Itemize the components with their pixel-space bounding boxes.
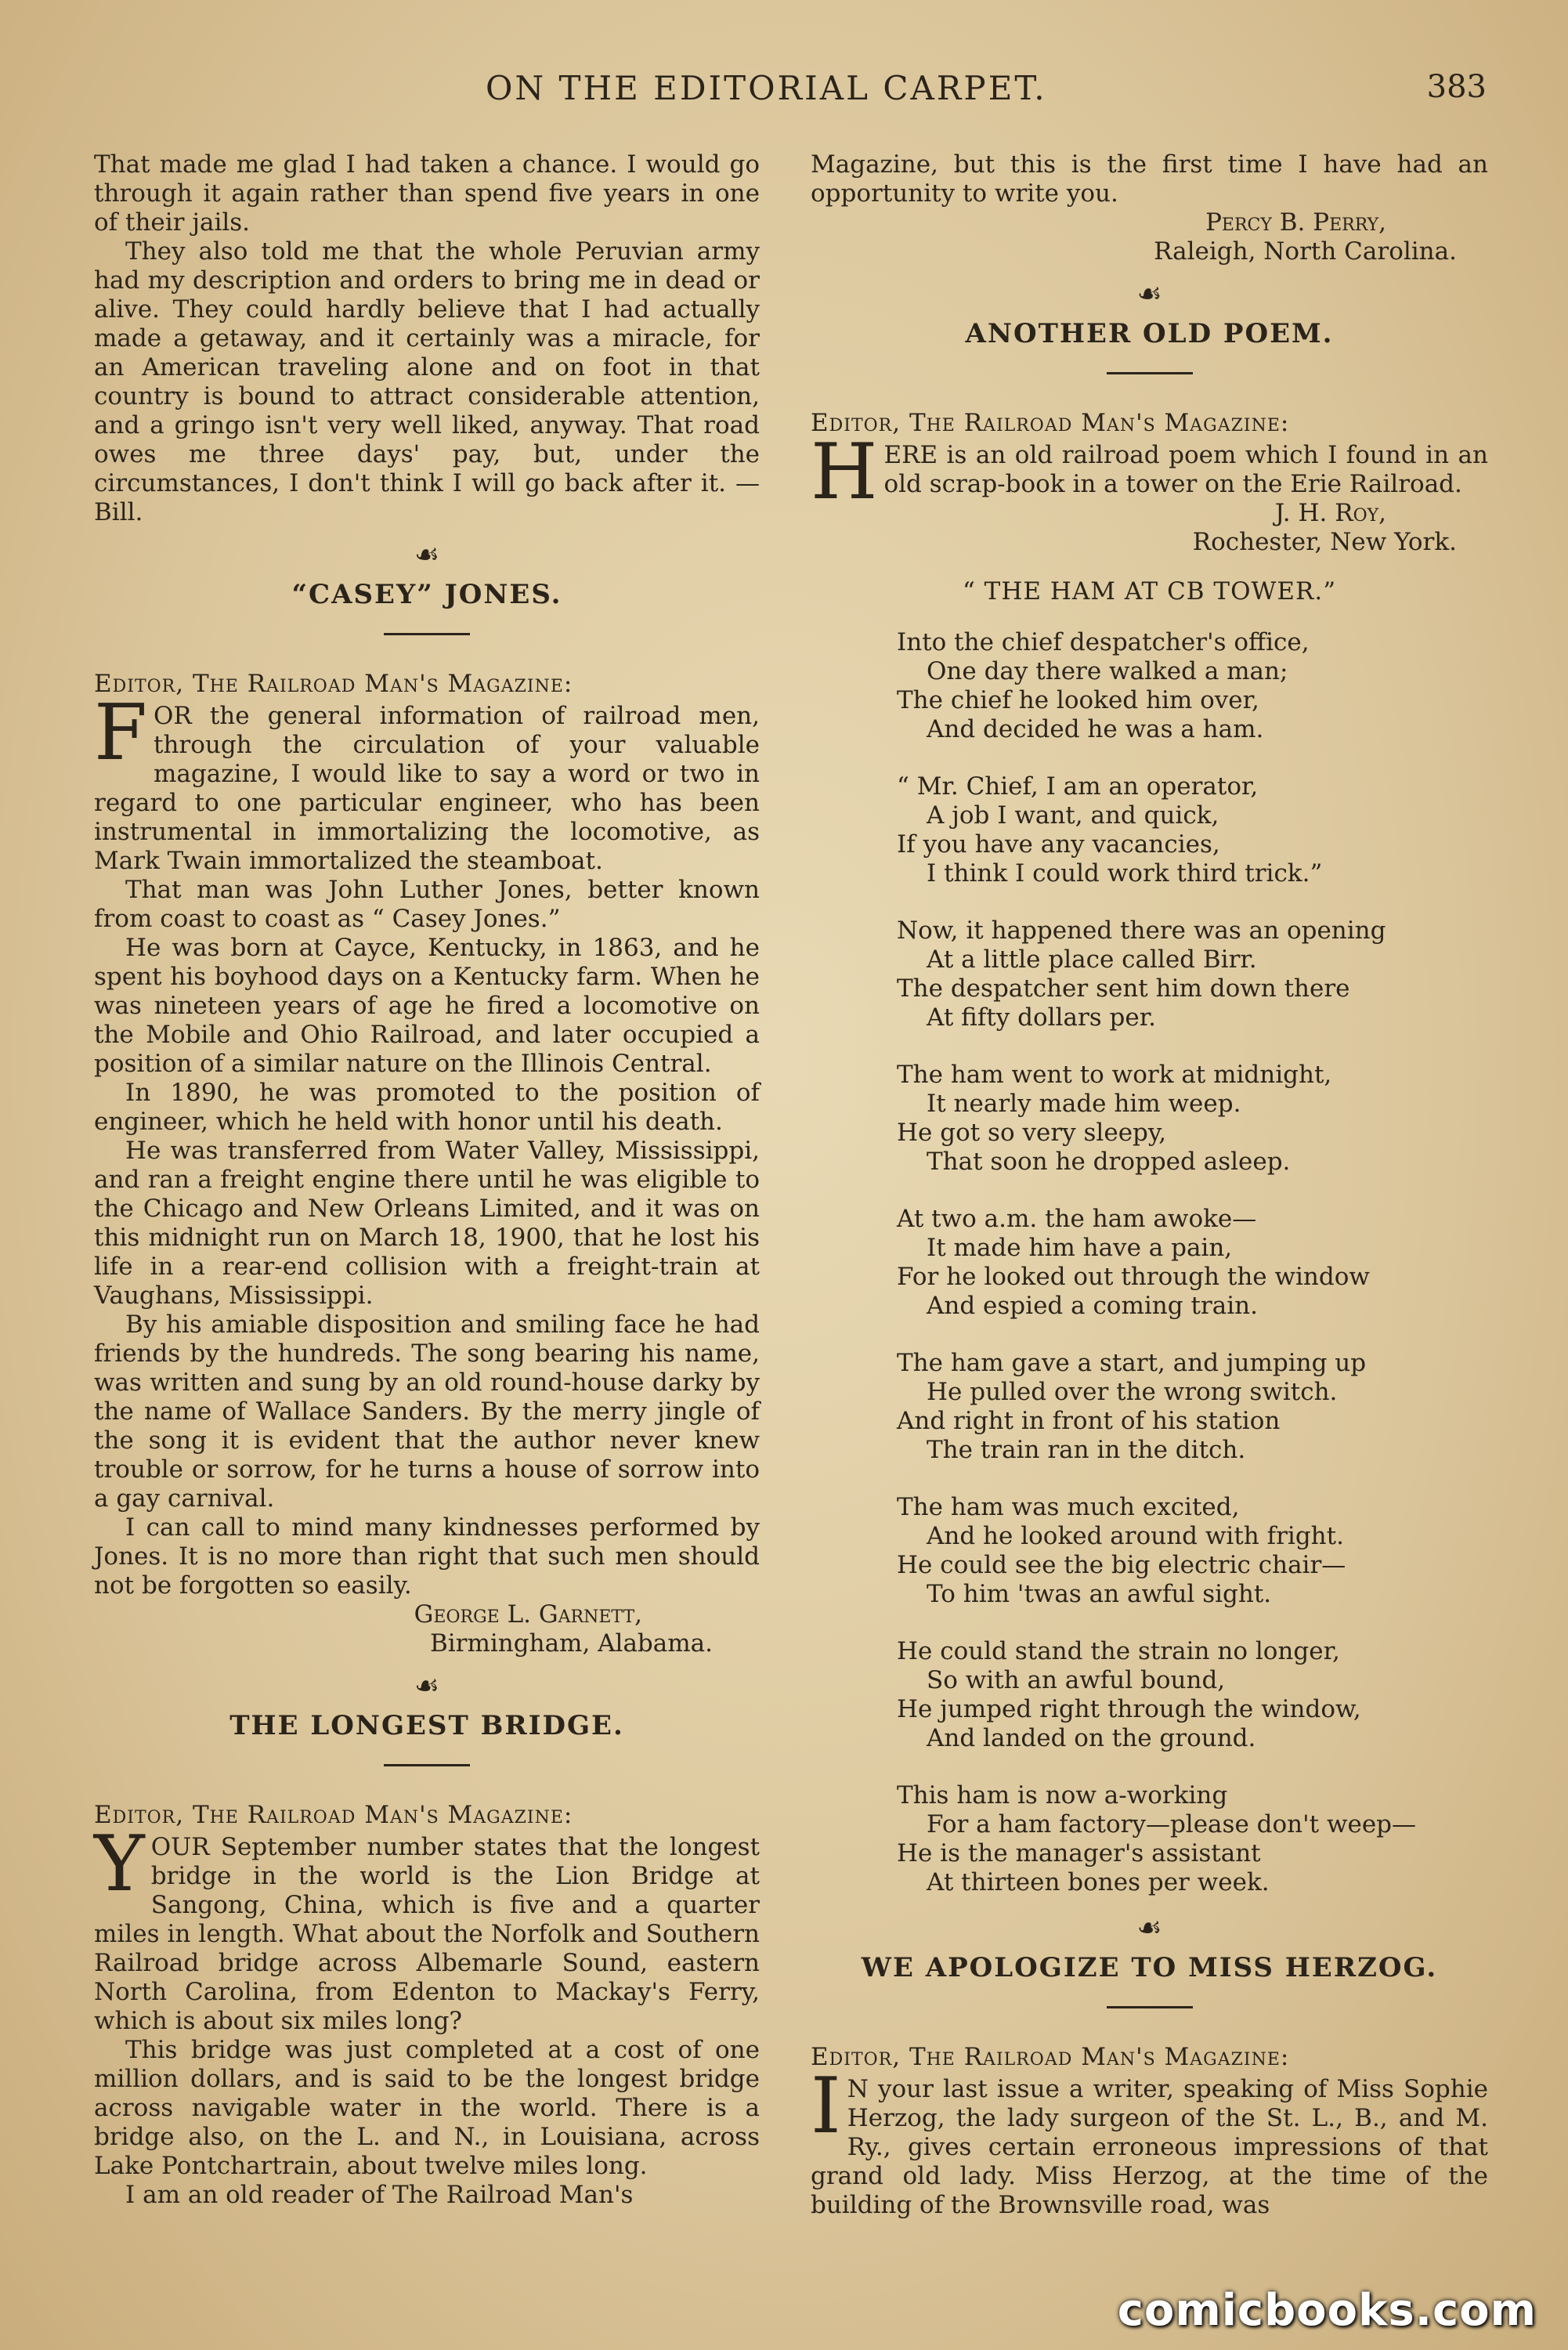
drop-cap: Y — [94, 1820, 145, 1909]
section-heading-casey-jones: “CASEY” JONES. — [291, 579, 562, 610]
salutation: Editor, The Railroad Man's Magazine: — [94, 1801, 573, 1829]
page-number: 383 — [1426, 69, 1487, 105]
signature-place: Raleigh, North Carolina. — [1154, 237, 1457, 266]
signature — [811, 208, 1457, 266]
signature — [811, 499, 1457, 557]
signature-place: Rochester, New York. — [1192, 528, 1457, 556]
drop-cap: F — [94, 689, 147, 778]
letter-paragraph: I can call to mind many kindnesses performed by Jones. It is no more than right that such men should not be forgotten so easily. — [94, 1513, 760, 1600]
poem-line: He pulled over the wrong switch. — [927, 1378, 1338, 1406]
letter-paragraph: That man was John Luther Jones, better known from coast to coast as “ Casey Jones.” — [94, 876, 760, 933]
poem-line: For a ham factory—please don't weep— — [927, 1810, 1417, 1838]
letter-paragraph — [94, 689, 760, 876]
section-rule — [384, 1764, 470, 1766]
poem — [811, 628, 1488, 1897]
fleuron-ornament: ☙ — [1136, 1912, 1162, 1944]
poem-stanza — [897, 1061, 1488, 1177]
poem-line: “ Mr. Chief, I am an operator, — [897, 772, 1259, 801]
poem-line: I think I could work third trick.” — [927, 859, 1323, 888]
salutation: Editor, The Railroad Man's Magazine: — [811, 409, 1290, 437]
drop-cap: H — [811, 428, 878, 517]
poem-line: And landed on the ground. — [927, 1724, 1256, 1752]
poem-line: That soon he dropped asleep. — [927, 1148, 1291, 1176]
poem-line: If you have any vacancies, — [897, 830, 1220, 859]
letter-paragraph — [811, 2062, 1488, 2220]
poem-line: The ham gave a start, and jumping up — [897, 1349, 1367, 1377]
poem-line: It nearly made him weep. — [927, 1090, 1241, 1118]
poem-stanza — [897, 1349, 1488, 1465]
poem-line: He got so very sleepy, — [897, 1119, 1167, 1147]
letter-paragraph: In 1890, he was promoted to the position of engineer, which he held with honor until his death. — [94, 1079, 760, 1136]
running-title: ON THE EDITORIAL CARPET. — [486, 69, 1047, 107]
poem-stanza — [897, 772, 1488, 888]
paragraph-text: ERE is an old railroad poem which I found in an old scrap-book in a tower on the Erie Railroad. — [883, 441, 1488, 498]
poem-line: At thirteen bones per week. — [927, 1868, 1270, 1896]
section-heading-longest-bridge: THE LONGEST BRIDGE. — [229, 1710, 624, 1741]
poem-line: The ham was much excited, — [897, 1493, 1240, 1521]
letter-paragraph: By his amiable disposition and smiling face he had friends by the hundreds. The song bearing his name, was written and sung by an old round-house darky by the name of Wallace Sanders. By the merry jingle of the song it is evident that the author never knew trouble or sorrow, for he turns a house of sorrow into a gay carnival. — [94, 1311, 760, 1513]
drop-cap: I — [811, 2062, 841, 2151]
poem-line: To him 'twas an awful sight. — [927, 1580, 1272, 1608]
poem-line: At two a.m. the ham awoke— — [897, 1205, 1257, 1233]
poem-stanza — [897, 1493, 1488, 1609]
letter-paragraph — [94, 1820, 760, 2036]
poem-stanza — [897, 1781, 1488, 1897]
fleuron-ornament: ☙ — [414, 539, 440, 571]
poem-stanza — [897, 1205, 1488, 1321]
poem-line: And espied a coming train. — [927, 1292, 1258, 1320]
poem-line: For he looked out through the window — [897, 1263, 1370, 1291]
poem-stanza — [897, 1637, 1488, 1753]
poem-line: The ham went to work at midnight, — [897, 1061, 1332, 1089]
signature-name: Percy B. Perry, — [1205, 208, 1386, 237]
poem-title: “ THE HAM AT CB TOWER.” — [962, 577, 1337, 606]
letter-paragraph: They also told me that the whole Peruvian army had my description and orders to bring me in dead or alive. They could hardly believe that I had actually made a getaway, and it certainly was a miracle, for an American traveling alone and on foot in that country is bound to attract considerable attention, and a gringo isn't very well liked, anyway. That road owes me three days' pay, but, under the circumstances, I don't think I will go back after it. —Bill. — [94, 237, 760, 526]
poem-line: The despatcher sent him down there — [897, 974, 1350, 1003]
poem-line: He could stand the strain no longer, — [897, 1637, 1340, 1665]
fleuron-ornament: ☙ — [414, 1670, 440, 1702]
letter-paragraph: That made me glad I had taken a chance. I would go through it again rather than spend five years in one of their jails. — [94, 150, 760, 237]
poem-line: The train ran in the ditch. — [927, 1436, 1246, 1464]
poem-stanza — [897, 628, 1488, 744]
letter-paragraph: He was transferred from Water Valley, Mississippi, and ran a freight engine there until he was eligible to the Chicago and New Orleans Limited, and it was on this midnight run on March 18, 1900, that he lost his life in a rear-end collision with a freight-train at Vaughans, Mississippi. — [94, 1137, 760, 1310]
poem-line: This ham is now a-working — [897, 1781, 1228, 1810]
signature-name: J. H. Roy, — [1274, 499, 1386, 527]
signature — [94, 1600, 713, 1658]
signature-name: George L. Garnett, — [414, 1600, 642, 1629]
paragraph-text: N your last issue a writer, speaking of Miss Sophie Herzog, the lady surgeon of the St. L., B., and M. Ry., gives certain erroneous impressions of that grand old lady. Miss Herzog, at the time of the building of the Brownsville road, was — [811, 2075, 1488, 2219]
section-rule — [384, 633, 470, 635]
poem-line: And he looked around with fright. — [927, 1522, 1344, 1550]
paragraph-text: OUR September number states that the longest bridge in the world is the Lion Bridge at Sangong, China, which is five and a quarter miles in length. What about the Norfolk and Southern Railroad bridge across Albemarle Sound, eastern North Carolina, from Edenton to Mackay's Ferry, which is about six miles long? — [94, 1833, 760, 2035]
signature-place: Birmingham, Alabama. — [429, 1629, 713, 1658]
poem-line: At a little place called Birr. — [927, 945, 1257, 974]
poem-line: Now, it happened there was an opening — [897, 916, 1386, 945]
poem-line: The chief he looked him over, — [897, 686, 1259, 714]
letter-paragraph: He was born at Cayce, Kentucky, in 1863, and he spent his boyhood days on a Kentucky farm. When he was nineteen years of age he fired a locomotive on the Mobile and Ohio Railroad, and later occupied a position of a similar nature on the Illinois Central. — [94, 934, 760, 1078]
running-head — [0, 69, 1568, 116]
letter-paragraph: This bridge was just completed at a cost of one million dollars, and is said to be the longest bridge across navigable water in the world. There is a bridge also, on the L. and N., in Louisiana, across Lake Pontchartrain, about twelve miles long. — [94, 2036, 760, 2180]
salutation: Editor, The Railroad Man's Magazine: — [811, 2043, 1290, 2071]
poem-line: So with an awful bound, — [927, 1666, 1226, 1694]
letter-paragraph: I am an old reader of The Railroad Man's — [125, 2181, 634, 2209]
poem-line: He could see the big electric chair— — [897, 1551, 1346, 1579]
poem-line: And decided he was a ham. — [927, 715, 1264, 743]
poem-stanza — [897, 916, 1488, 1032]
section-heading-another-old-poem: ANOTHER OLD POEM. — [965, 318, 1334, 349]
section-heading-miss-herzog: WE APOLOGIZE TO MISS HERZOG. — [861, 1952, 1438, 1983]
poem-line: It made him have a pain, — [927, 1234, 1233, 1262]
left-column — [94, 150, 760, 2210]
section-rule — [1107, 2006, 1193, 2008]
poem-line: He is the manager's assistant — [897, 1839, 1261, 1867]
letter-paragraph: Magazine, but this is the first time I have had an opportunity to write you. — [811, 150, 1488, 208]
poem-line: He jumped right through the window, — [897, 1695, 1361, 1723]
fleuron-ornament: ☙ — [1136, 278, 1162, 310]
poem-line: Into the chief despatcher's office, — [897, 628, 1310, 656]
right-column — [811, 150, 1488, 2220]
poem-line: One day there walked a man; — [927, 657, 1288, 685]
paragraph-text: OR the general information of railroad men, through the circulation of your valuable magazine, I would like to say a word or two in regard to one particular engineer, who has been instrumental in immortalizing the locomotive, as Mark Twain immortalized the steamboat. — [94, 702, 760, 875]
watermark: comicbooks.com — [1117, 2285, 1537, 2336]
section-rule — [1107, 372, 1193, 374]
poem-line: A job I want, and quick, — [927, 801, 1219, 830]
salutation: Editor, The Railroad Man's Magazine: — [94, 670, 573, 698]
poem-line: And right in front of his station — [897, 1407, 1281, 1435]
poem-line: At fifty dollars per. — [927, 1003, 1156, 1032]
